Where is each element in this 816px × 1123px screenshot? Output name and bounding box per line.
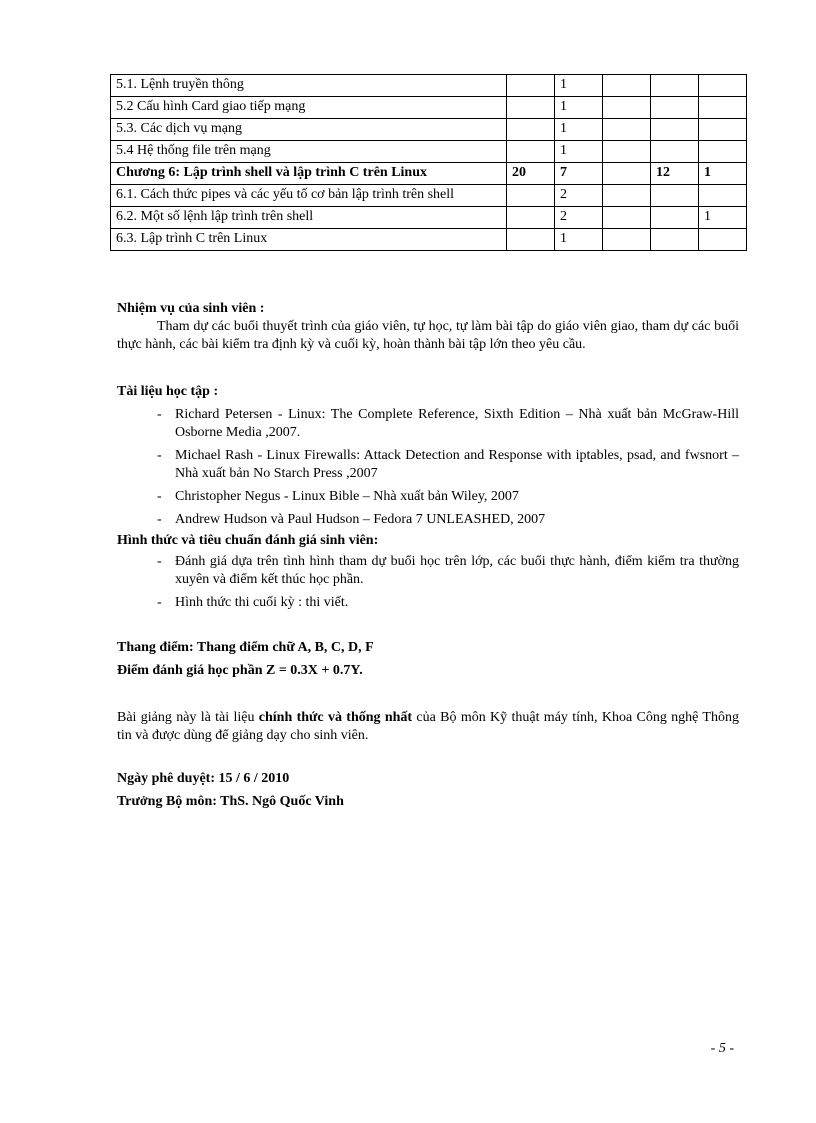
materials-list [117, 406, 739, 529]
row-value-cell [603, 97, 651, 119]
row-value-cell: 7 [555, 163, 603, 185]
row-value-cell [651, 75, 699, 97]
row-value-cell: 12 [651, 163, 699, 185]
table-row [111, 97, 747, 119]
row-value-cell: 2 [555, 185, 603, 207]
row-value-cell [651, 207, 699, 229]
list-item: - Hình thức thi cuối kỳ : thi viết. [117, 594, 739, 612]
row-value-cell [699, 119, 747, 141]
statement-after: của Bộ môn Kỹ thuật máy tính, Khoa Công nghệ Thông tin và được dùng để giảng dạy cho sinh viên. [117, 710, 739, 743]
row-title-cell: 5.3. Các dịch vụ mạng [111, 119, 507, 141]
row-value-cell [507, 229, 555, 251]
row-value-cell [651, 119, 699, 141]
page-number: - 5 - [710, 1041, 734, 1056]
statement-text [117, 709, 739, 745]
row-value-cell: 1 [699, 207, 747, 229]
row-value-cell [603, 141, 651, 163]
table-row [111, 119, 747, 141]
row-value-cell [507, 97, 555, 119]
row-value-cell [603, 229, 651, 251]
list-item: - Michael Rash - Linux Firewalls: Attack Detection and Response with iptables, psad, and fwsnort – Nhà xuất bản No Starch Press ,2007 [117, 447, 739, 483]
row-value-cell [603, 119, 651, 141]
statement-section [117, 709, 739, 745]
list-item: - Richard Petersen - Linux: The Complete Reference, Sixth Edition – Nhà xuất bản McGraw-Hill Osborne Media ,2007. [117, 406, 739, 442]
row-value-cell: 1 [555, 229, 603, 251]
assessment-section [117, 532, 739, 617]
approval-section [117, 770, 739, 811]
row-value-cell [699, 75, 747, 97]
row-value-cell [603, 185, 651, 207]
syllabus-table [110, 74, 747, 251]
list-item: - Andrew Hudson và Paul Hudson – Fedora 7 UNLEASHED, 2007 [117, 511, 739, 529]
row-title-cell: 5.4 Hệ thống file trên mạng [111, 141, 507, 163]
table-row [111, 207, 747, 229]
grading-scale: Thang điểm: Thang điểm chữ A, B, C, D, F [117, 640, 374, 655]
approval-date: Ngày phê duyệt: 15 / 6 / 2010 [117, 771, 290, 786]
table-row [111, 185, 747, 207]
duties-heading: Nhiệm vụ của sinh viên : [117, 301, 265, 316]
row-value-cell: 2 [555, 207, 603, 229]
row-value-cell [507, 75, 555, 97]
grading-formula: Điểm đánh giá học phần Z = 0.3X + 0.7Y. [117, 663, 363, 678]
row-value-cell [603, 207, 651, 229]
row-title-cell: Chương 6: Lập trình shell và lập trình C trên Linux [111, 163, 507, 185]
row-value-cell [651, 141, 699, 163]
assessment-heading: Hình thức và tiêu chuẩn đánh giá sinh viên: [117, 533, 379, 548]
list-item: - Đánh giá dựa trên tình hình tham dự buổi học trên lớp, các buổi thực hành, điểm kiểm tra thường xuyên và điểm kết thúc học phần. [117, 553, 739, 589]
row-value-cell [507, 207, 555, 229]
row-value-cell: 20 [507, 163, 555, 185]
row-title-cell: 6.2. Một số lệnh lập trình trên shell [111, 207, 507, 229]
row-value-cell [507, 185, 555, 207]
row-value-cell [603, 75, 651, 97]
row-value-cell: 1 [555, 75, 603, 97]
table-row [111, 75, 747, 97]
row-value-cell: 1 [555, 119, 603, 141]
approval-head: Trưởng Bộ môn: ThS. Ngô Quốc Vinh [117, 794, 344, 809]
row-value-cell [507, 141, 555, 163]
row-value-cell [699, 229, 747, 251]
row-value-cell: 1 [555, 141, 603, 163]
row-value-cell [507, 119, 555, 141]
row-value-cell [699, 141, 747, 163]
row-value-cell [603, 163, 651, 185]
row-title-cell: 6.1. Cách thức pipes và các yếu tố cơ bản lập trình trên shell [111, 185, 507, 207]
row-value-cell [651, 97, 699, 119]
assessment-list [117, 553, 739, 612]
materials-heading: Tài liệu học tập : [117, 384, 219, 399]
row-value-cell: 1 [699, 163, 747, 185]
row-value-cell [651, 185, 699, 207]
table-row [111, 229, 747, 251]
materials-section [117, 383, 739, 534]
statement-before: Bài giảng này là tài liệu [117, 710, 259, 725]
row-title-cell: 5.1. Lệnh truyền thông [111, 75, 507, 97]
list-item: - Christopher Negus - Linux Bible – Nhà xuất bản Wiley, 2007 [117, 488, 739, 506]
grading-section [117, 639, 739, 680]
row-value-cell [699, 185, 747, 207]
table-row [111, 163, 747, 185]
row-title-cell: 5.2 Cấu hình Card giao tiếp mạng [111, 97, 507, 119]
table-row [111, 141, 747, 163]
statement-bold: chính thức và thống nhất [258, 710, 413, 725]
row-value-cell: 1 [555, 97, 603, 119]
row-value-cell [699, 97, 747, 119]
row-title-cell: 6.3. Lập trình C trên Linux [111, 229, 507, 251]
duties-text: Tham dự các buổi thuyết trình của giáo viên, tự học, tự làm bài tập do giáo viên giao, tham dự các buổi thực hành, các bài kiểm tra định kỳ và cuối kỳ, hoàn thành bài tập lớn theo yêu cầu. [117, 319, 739, 352]
row-value-cell [651, 229, 699, 251]
duties-section [117, 300, 739, 354]
